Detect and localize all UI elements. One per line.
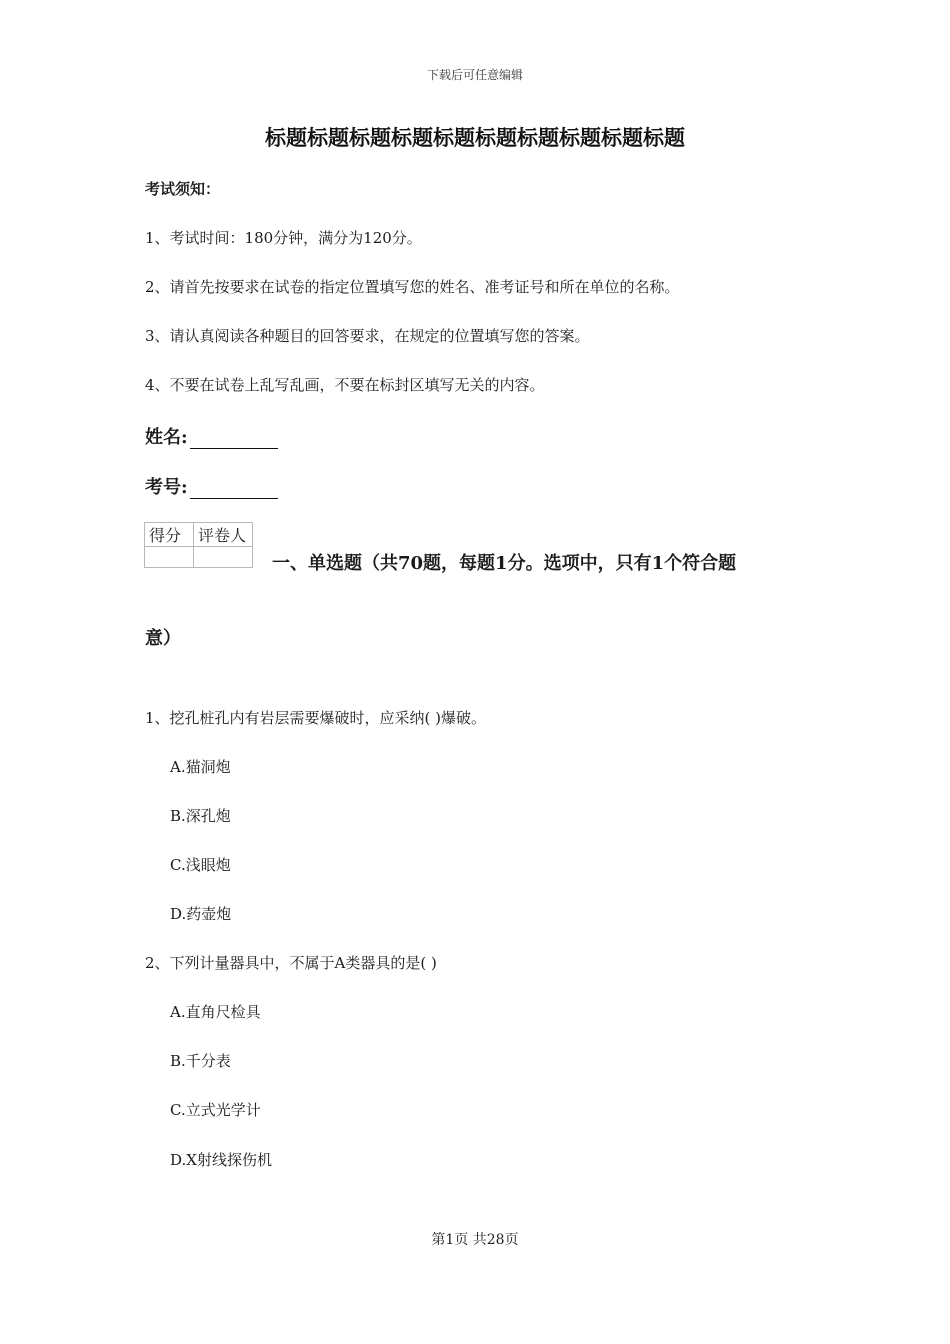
notice-item: 2、请首先按要求在试卷的指定位置填写您的姓名、准考证号和所在单位的名称。 <box>145 278 680 296</box>
section-title: 一、单选题（共70题，每题1分。选项中，只有1个符合题 <box>272 553 737 574</box>
question-option: D.X射线探伤机 <box>170 1151 272 1169</box>
score-table <box>144 522 253 568</box>
question-option: C.浅眼炮 <box>170 856 231 874</box>
document-title: 标题标题标题标题标题标题标题标题标题标题 <box>265 125 685 150</box>
exam-id-label: 考号: <box>145 477 188 498</box>
question-text: 2、下列计量器具中，不属于A类器具的是( ) <box>145 954 437 972</box>
question-option: D.药壶炮 <box>170 905 232 923</box>
notice-item: 4、不要在试卷上乱写乱画，不要在标封区填写无关的内容。 <box>145 376 545 394</box>
grader-cell[interactable] <box>194 547 253 568</box>
notice-item: 1、考试时间：180分钟，满分为120分。 <box>145 229 422 247</box>
question-option: B.深孔炮 <box>170 807 231 825</box>
page-number: 第1页 共28页 <box>431 1232 519 1248</box>
score-header: 得分 <box>145 523 194 547</box>
notice-heading: 考试须知： <box>145 180 221 198</box>
question-option: A.直角尺检具 <box>170 1003 261 1021</box>
header-note: 下载后可任意编辑 <box>426 68 523 82</box>
name-field <box>145 423 278 449</box>
grader-header: 评卷人 <box>194 523 253 547</box>
exam-id-field <box>145 473 278 499</box>
notice-item: 3、请认真阅读各种题目的回答要求，在规定的位置填写您的答案。 <box>145 327 590 345</box>
exam-id-blank[interactable] <box>190 480 278 499</box>
name-label: 姓名: <box>145 427 188 448</box>
question-option: A.猫洞炮 <box>170 758 231 776</box>
question-option: C.立式光学计 <box>170 1101 261 1119</box>
score-cell[interactable] <box>145 547 194 568</box>
question-option: B.千分表 <box>170 1052 231 1070</box>
question-text: 1、挖孔桩孔内有岩层需要爆破时，应采纳( )爆破。 <box>145 709 487 727</box>
section-title-continued: 意） <box>145 628 181 649</box>
name-blank[interactable] <box>190 430 278 449</box>
